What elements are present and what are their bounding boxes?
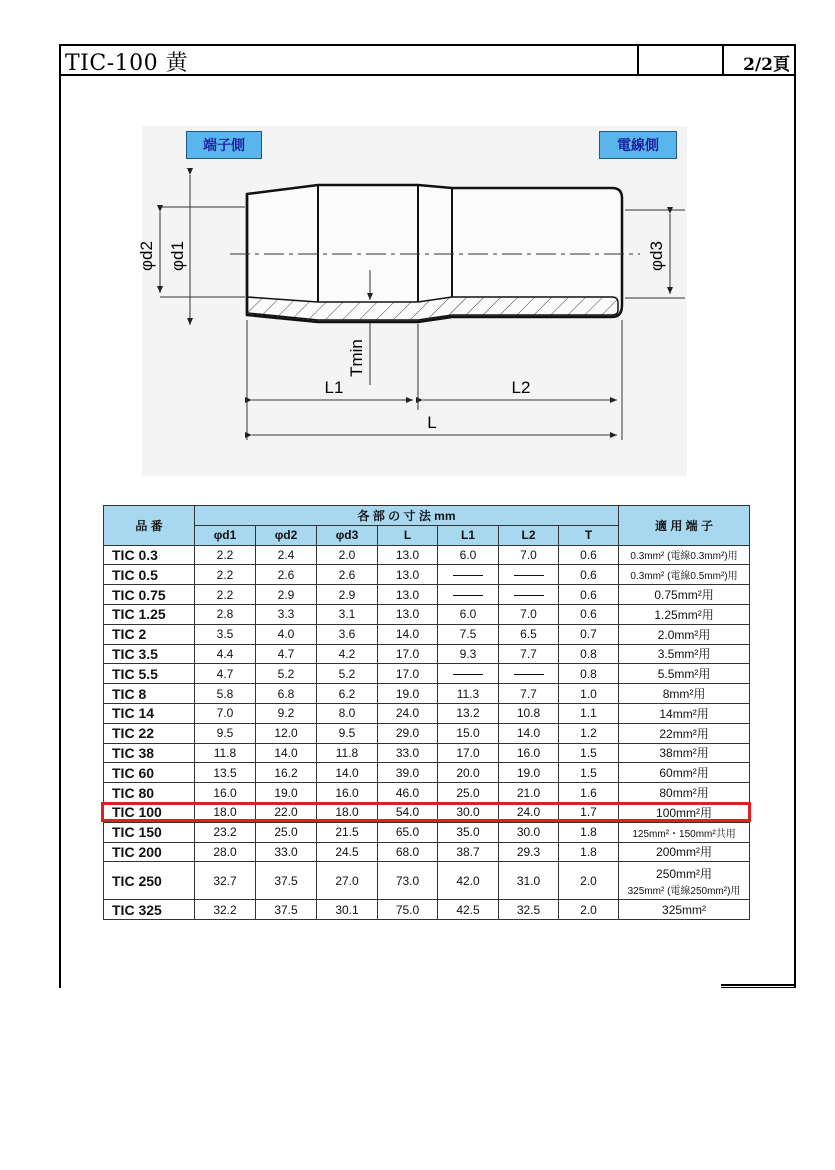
- dimension-cell: 19.0: [378, 684, 438, 704]
- dimension-cell: 2.0: [317, 545, 378, 565]
- dimension-cell: 68.0: [378, 842, 438, 862]
- table-row: [104, 723, 750, 743]
- dimension-cell: 3.5: [195, 624, 256, 644]
- dimension-cell: 1.8: [559, 822, 619, 842]
- label-l: L: [427, 413, 437, 432]
- table-row: [104, 565, 750, 585]
- dimension-cell: 17.0: [378, 644, 438, 664]
- dimension-cell: 18.0: [317, 802, 378, 822]
- dimension-cell: 32.7: [195, 862, 256, 900]
- label-l1: L1: [324, 378, 344, 397]
- dimension-cell: 14.0: [499, 723, 559, 743]
- dimension-cell: 65.0: [378, 822, 438, 842]
- header-dimensions: 各 部 の 寸 法 mm: [195, 506, 619, 526]
- product-code: TIC 80: [104, 783, 195, 803]
- application-cell: 8mm²用: [619, 684, 750, 704]
- dimension-cell: 7.0: [499, 604, 559, 624]
- application-cell: 22mm²用: [619, 723, 750, 743]
- dimension-cell: 7.7: [499, 644, 559, 664]
- dimension-cell: 24.0: [378, 703, 438, 723]
- label-d1: φd1: [168, 241, 187, 271]
- empty-dash: [453, 575, 483, 576]
- dimension-cell: 20.0: [438, 763, 499, 783]
- dimension-cell: 13.5: [195, 763, 256, 783]
- application-cell: 80mm²用: [619, 783, 750, 803]
- application-cell: 1.25mm²用: [619, 604, 750, 624]
- dimension-cell: 2.9: [317, 585, 378, 605]
- empty-dash: [514, 674, 544, 675]
- application-cell: 2.0mm²用: [619, 624, 750, 644]
- dimension-cell: 6.0: [438, 545, 499, 565]
- application-cell: 325mm²: [619, 900, 750, 920]
- table-row: [104, 763, 750, 783]
- dimension-cell: 35.0: [438, 822, 499, 842]
- dimension-cell: 37.5: [256, 900, 317, 920]
- tic-100-highlight: [101, 802, 751, 822]
- dimension-cell: 5.8: [195, 684, 256, 704]
- dimension-cell: 16.0: [195, 783, 256, 803]
- dimension-cell: 1.2: [559, 723, 619, 743]
- product-code: TIC 1.25: [104, 604, 195, 624]
- dimension-cell: 2.2: [195, 585, 256, 605]
- dimension-cell: 38.7: [438, 842, 499, 862]
- product-code: TIC 5.5: [104, 664, 195, 684]
- dimension-cell: 7.0: [499, 545, 559, 565]
- dimension-cell: 13.0: [378, 585, 438, 605]
- table-row: [104, 545, 750, 565]
- dimension-cell: 0.6: [559, 545, 619, 565]
- application-cell: 60mm²用: [619, 763, 750, 783]
- dimension-cell: 2.9: [256, 585, 317, 605]
- dimension-cell: 2.0: [559, 862, 619, 900]
- dimension-cell: 15.0: [438, 723, 499, 743]
- dimension-cell: 17.0: [378, 664, 438, 684]
- empty-dash: [514, 575, 544, 576]
- dimension-cell: 14.0: [378, 624, 438, 644]
- dimension-cell: 27.0: [317, 862, 378, 900]
- label-tmin: Tmin: [347, 339, 366, 377]
- product-code: TIC 150: [104, 822, 195, 842]
- document-title: TIC-100 黄: [65, 51, 189, 76]
- dimension-cell: 4.4: [195, 644, 256, 664]
- column-header: φd1: [195, 525, 256, 545]
- dimension-cell: 10.8: [499, 703, 559, 723]
- dimension-cell: 33.0: [256, 842, 317, 862]
- product-code: TIC 200: [104, 842, 195, 862]
- product-code: TIC 60: [104, 763, 195, 783]
- dimension-cell: 75.0: [378, 900, 438, 920]
- dimension-cell: 25.0: [256, 822, 317, 842]
- dimension-cell: 13.0: [378, 604, 438, 624]
- dimension-cell: 19.0: [499, 763, 559, 783]
- column-header: L2: [499, 525, 559, 545]
- dimension-cell: 39.0: [378, 763, 438, 783]
- header-name: 品 番: [104, 506, 195, 546]
- application-cell: 200mm²用: [619, 842, 750, 862]
- dimension-cell: 21.5: [317, 822, 378, 842]
- application-cell: 38mm²用: [619, 743, 750, 763]
- dimension-cell: 0.8: [559, 664, 619, 684]
- dimension-cell: 9.5: [317, 723, 378, 743]
- dimension-cell: 73.0: [378, 862, 438, 900]
- product-code: TIC 0.3: [104, 545, 195, 565]
- product-code: TIC 0.75: [104, 585, 195, 605]
- dimension-cell: 13.2: [438, 703, 499, 723]
- application-line: 250mm²用: [656, 866, 713, 881]
- dimension-cell: 9.3: [438, 644, 499, 664]
- dimension-cell: 4.7: [195, 664, 256, 684]
- dimension-cell: 1.7: [559, 802, 619, 822]
- empty-dash: [453, 674, 483, 675]
- dimension-cell: 7.0: [195, 703, 256, 723]
- dimension-cell: 9.5: [195, 723, 256, 743]
- dimension-cell: 30.0: [499, 822, 559, 842]
- dimension-cell: 32.5: [499, 900, 559, 920]
- dimension-cell: 6.8: [256, 684, 317, 704]
- application-cell: 100mm²用: [619, 802, 750, 822]
- dimension-cell: 7.7: [499, 684, 559, 704]
- dimension-cell: 18.0: [195, 802, 256, 822]
- dimension-cell: 0.8: [559, 644, 619, 664]
- dimension-cell: 24.0: [499, 802, 559, 822]
- dimension-cell: 0.6: [559, 565, 619, 585]
- dimension-cell: [438, 585, 499, 605]
- application-cell: 0.3mm² (電線0.3mm²)用: [619, 545, 750, 565]
- dimension-cell: 30.0: [438, 802, 499, 822]
- dimension-cell: 5.2: [256, 664, 317, 684]
- dimension-cell: [499, 585, 559, 605]
- application-cell: 14mm²用: [619, 703, 750, 723]
- dimension-cell: [499, 664, 559, 684]
- dimension-cell: 29.0: [378, 723, 438, 743]
- dimension-cell: [438, 565, 499, 585]
- table-row: [104, 644, 750, 664]
- dimension-cell: 17.0: [438, 743, 499, 763]
- dimension-cell: 1.8: [559, 842, 619, 862]
- dimension-cell: 11.8: [317, 743, 378, 763]
- label-d2: φd2: [137, 241, 156, 271]
- dimension-cell: 32.2: [195, 900, 256, 920]
- table-row: [104, 604, 750, 624]
- dimension-cell: 0.6: [559, 585, 619, 605]
- dimension-cell: 6.2: [317, 684, 378, 704]
- product-code: TIC 0.5: [104, 565, 195, 585]
- dimension-cell: 16.0: [499, 743, 559, 763]
- header-application: 適 用 端 子: [619, 506, 750, 546]
- dimension-cell: 37.5: [256, 862, 317, 900]
- table-row: [104, 664, 750, 684]
- dimension-table: [103, 505, 750, 920]
- table-row: [104, 783, 750, 803]
- column-header: T: [559, 525, 619, 545]
- dimension-cell: 14.0: [256, 743, 317, 763]
- product-code: TIC 100: [104, 802, 195, 822]
- table-row: [104, 900, 750, 920]
- dimension-cell: 1.1: [559, 703, 619, 723]
- application-cell: 5.5mm²用: [619, 664, 750, 684]
- dimension-cell: 6.5: [499, 624, 559, 644]
- dimension-cell: 8.0: [317, 703, 378, 723]
- empty-dash: [514, 595, 544, 596]
- table-row: [104, 585, 750, 605]
- table-row: [104, 862, 750, 900]
- dimension-cell: 33.0: [378, 743, 438, 763]
- wire-side-tag: 電線側: [599, 131, 677, 159]
- dimension-cell: 0.7: [559, 624, 619, 644]
- page-number: 2/2頁: [743, 55, 790, 75]
- table-row: [104, 684, 750, 704]
- dimension-cell: 4.0: [256, 624, 317, 644]
- dimension-cell: 1.5: [559, 763, 619, 783]
- application-cell: 0.75mm²用: [619, 585, 750, 605]
- column-header: L1: [438, 525, 499, 545]
- dimension-cell: 2.8: [195, 604, 256, 624]
- dimension-cell: 42.0: [438, 862, 499, 900]
- product-code: TIC 8: [104, 684, 195, 704]
- column-header: φd3: [317, 525, 378, 545]
- dimension-cell: 2.6: [256, 565, 317, 585]
- table-row: [104, 842, 750, 862]
- dimension-cell: 13.0: [378, 565, 438, 585]
- dimension-cell: 54.0: [378, 802, 438, 822]
- terminal-side-tag: 端子側: [186, 131, 262, 159]
- dimension-cell: 0.6: [559, 604, 619, 624]
- product-code: TIC 14: [104, 703, 195, 723]
- dimension-cell: 4.7: [256, 644, 317, 664]
- dimension-cell: 4.2: [317, 644, 378, 664]
- dimension-cell: 24.5: [317, 842, 378, 862]
- dimension-cell: 46.0: [378, 783, 438, 803]
- dimension-cell: 16.0: [317, 783, 378, 803]
- dimension-cell: 16.2: [256, 763, 317, 783]
- dimension-cell: 28.0: [195, 842, 256, 862]
- dimension-cell: 2.2: [195, 565, 256, 585]
- dimension-cell: 21.0: [499, 783, 559, 803]
- empty-dash: [453, 595, 483, 596]
- dimension-cell: [499, 565, 559, 585]
- dimension-cell: 3.6: [317, 624, 378, 644]
- dimension-cell: 19.0: [256, 783, 317, 803]
- dimension-cell: 1.0: [559, 684, 619, 704]
- application-cell: 125mm²・150mm²共用: [619, 822, 750, 842]
- dimension-cell: [438, 664, 499, 684]
- dimension-cell: 30.1: [317, 900, 378, 920]
- product-code: TIC 3.5: [104, 644, 195, 664]
- dimension-cell: 12.0: [256, 723, 317, 743]
- table-row: [104, 822, 750, 842]
- dimension-cell: 2.2: [195, 545, 256, 565]
- product-code: TIC 22: [104, 723, 195, 743]
- dimension-cell: 11.8: [195, 743, 256, 763]
- dimension-cell: 6.0: [438, 604, 499, 624]
- product-code: TIC 38: [104, 743, 195, 763]
- label-d3: φd3: [647, 241, 666, 271]
- application-cell: 0.3mm² (電線0.5mm²)用: [619, 565, 750, 585]
- dimension-cell: 25.0: [438, 783, 499, 803]
- table-row: [104, 703, 750, 723]
- column-header: φd2: [256, 525, 317, 545]
- dimension-cell: 1.6: [559, 783, 619, 803]
- dimension-cell: 5.2: [317, 664, 378, 684]
- application-line: 325mm² (電線250mm²)用: [627, 885, 741, 897]
- table-row: [104, 743, 750, 763]
- product-code: TIC 2: [104, 624, 195, 644]
- column-header: L: [378, 525, 438, 545]
- table-row: [104, 624, 750, 644]
- dimension-cell: 42.5: [438, 900, 499, 920]
- dimension-cell: 3.1: [317, 604, 378, 624]
- dimension-cell: 14.0: [317, 763, 378, 783]
- dimension-cell: 3.3: [256, 604, 317, 624]
- dimension-cell: 23.2: [195, 822, 256, 842]
- dimension-cell: 31.0: [499, 862, 559, 900]
- dimension-cell: 2.0: [559, 900, 619, 920]
- dimension-cell: 2.4: [256, 545, 317, 565]
- dimension-cell: 22.0: [256, 802, 317, 822]
- dimension-cell: 13.0: [378, 545, 438, 565]
- application-cell: [619, 862, 750, 900]
- dimension-cell: 7.5: [438, 624, 499, 644]
- product-code: TIC 250: [104, 862, 195, 900]
- application-cell: 3.5mm²用: [619, 644, 750, 664]
- dimension-cell: 9.2: [256, 703, 317, 723]
- dimension-cell: 29.3: [499, 842, 559, 862]
- dimension-cell: 1.5: [559, 743, 619, 763]
- product-code: TIC 325: [104, 900, 195, 920]
- label-l2: L2: [511, 378, 531, 397]
- dimension-cell: 2.6: [317, 565, 378, 585]
- dimension-cell: 11.3: [438, 684, 499, 704]
